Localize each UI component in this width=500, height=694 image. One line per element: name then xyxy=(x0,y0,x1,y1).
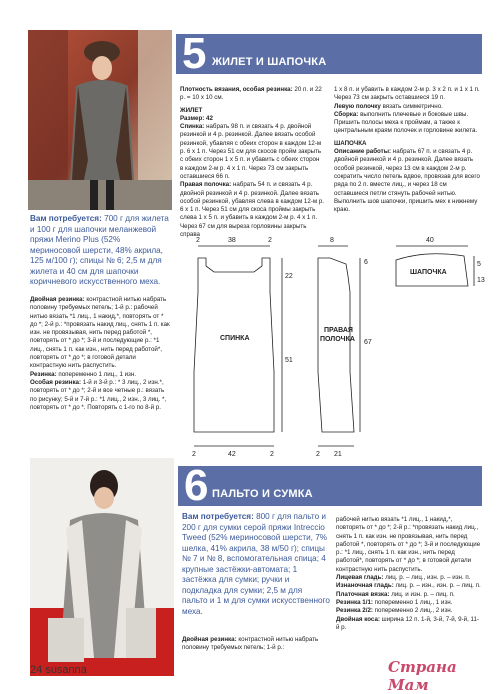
section6-title: ПАЛЬТО И СУМКА xyxy=(212,488,313,500)
back-outline xyxy=(194,258,274,432)
front-top-2: 6 xyxy=(364,259,368,266)
para-text: рабочей нитью вязать *1 лиц., 1 накид,*, повторять от * до *; 2-й р.: *провязать накид лиц., снять 1 п. как изн. не провязывая, нить перед работой *, повторять от * до *; 3-й и последующие р.: *1 лиц., снять 1 п. как изн., нить перед работой*, повторять от * до *; в готовой детали контрастную нить распустить. xyxy=(336,516,481,573)
hat-h2: 13 xyxy=(477,277,485,284)
page-number: 24 xyxy=(30,664,43,676)
paragraph xyxy=(336,516,482,574)
section5-materials-text: 700 г для жилета и 100 г для шапочки меланжевой пряжи Merino Plus (52% мериносовой шерсти, 48% акрила, 125 м/100 г); спицы № 6; 2,5 м для жилета и 40 см для шапочки коричневого искусственного меха. xyxy=(30,214,169,286)
pattern-diagram xyxy=(178,232,484,458)
para-label: Резинка: xyxy=(30,370,57,378)
paragraph xyxy=(336,607,482,615)
para-label: ЖИЛЕТ xyxy=(180,106,203,114)
para-text: набрать 54 п. и связать 4 р. двойной резинкой и 4 р. резинкой. Далее вязать особой резинкой, убавляя слева в каждом 12-м р. 6 х 1 п. Через 51 см для скоса проймы закрыть слева 1 х 5 п. и убавить в каждом 2-м р. 4 х 1 п. Через 67 см для выреза горловины закрыть справа xyxy=(180,181,325,239)
para-text: попеременно 2 лиц., 2 изн. xyxy=(372,607,453,615)
para-label: ШАПОЧКА xyxy=(334,139,367,147)
paragraph xyxy=(30,371,172,379)
front-outline xyxy=(318,258,354,432)
section5-right-column xyxy=(334,86,480,214)
para-label: Описание работы: xyxy=(334,148,392,156)
para-text: набрать 98 п. и связать 4 р. двойной резинкой и 4 р. резинкой. Далее вязать особой резинкой, убавляя с обеих сторон в каждом 12-м р. 6 х 1 п. Через 51 см для скосов пройм закрыть с обеих сторон 1 х 5 п. и убавить с обеих сторон в каждом 2-м р. 4 х 1 п. Через 73 см закрыть оставшиеся 66 п. xyxy=(180,123,322,180)
paragraph xyxy=(336,574,482,582)
back-bot-left: 2 xyxy=(192,451,196,458)
back-bot-mid: 42 xyxy=(228,451,236,458)
hat-h1: 5 xyxy=(477,261,481,268)
paragraph xyxy=(334,148,480,214)
para-text: контрастной нитью набрать половину требуемых петель; 1-й р.: рабочей нитью вязать *1 лиц., 1 накид,*, повторять от * до *; 2-й р.: *провязать накид лиц., снять 1 п. как изн. не провязывая, нить перед работой *, повторять от * до *; 3-й и последующие р.: *1 лиц., снять 1 п. как изн., нить перед работой*, повторять от * до *; в готовой детали контрастную нить распустить. xyxy=(30,296,170,370)
paragraph xyxy=(180,181,324,239)
magazine-name: susanna xyxy=(45,664,87,676)
paragraph xyxy=(336,591,482,599)
section5-title: ЖИЛЕТ И ШАПОЧКА xyxy=(212,56,327,68)
para-label: Спинка: xyxy=(180,123,205,131)
section6-materials-lead: Вам потребуется: xyxy=(182,512,254,521)
back-top-mid: 38 xyxy=(228,237,236,244)
section5-left-column xyxy=(30,296,172,412)
para-label: Правая полочка: xyxy=(180,181,232,189)
front-h: 67 xyxy=(364,339,372,346)
section6-number: 6 xyxy=(184,461,209,510)
para-label: Платочная вязка: xyxy=(336,590,390,598)
para-label: Левую полочку xyxy=(334,102,381,110)
paragraph xyxy=(334,86,480,103)
para-label: Двойная коса: xyxy=(336,615,380,623)
paragraph xyxy=(180,86,324,103)
section5-middle-column xyxy=(180,86,324,239)
section6-materials-text: 800 г для пальто и 200 г для сумки серой пряжи Intreccio Tweed (52% мериносовой шерсти, 7% шелка, 41% акрила, 38 м/50 г); спицы № 7 и № 8, вспомогательная спица; 4 крупные застёжки-автомата; 1 застёжка для сумки; ручки и подкладка для сумки; 2,5 м для пальто и 1 м для сумки искусственного меха. xyxy=(182,512,330,616)
paragraph xyxy=(180,123,324,181)
para-label: Размер: 42 xyxy=(180,114,213,122)
paragraph xyxy=(336,582,482,590)
hat-w: 40 xyxy=(426,237,434,244)
section6-right-column xyxy=(336,516,482,632)
back-top-right: 2 xyxy=(268,237,272,244)
paragraph xyxy=(336,599,482,607)
back-top-left: 2 xyxy=(196,237,200,244)
paragraph xyxy=(180,115,324,123)
para-text: лиц. р. – изн., изн. р. – лиц. п. xyxy=(393,582,481,590)
para-text: ширина 12 п. 1-й, 3-й, 7-й, 9-й, 11-й р. xyxy=(336,615,480,631)
section6-materials xyxy=(182,512,330,617)
section5-header-band xyxy=(176,29,482,78)
para-label: Особая резинка: xyxy=(30,378,82,386)
para-label: Резинка 1/1: xyxy=(336,598,373,606)
para-text: 20 п. и 22 р. = 10 х 10 см. xyxy=(180,86,322,102)
para-text: попеременно 1 лиц., 1 изн. xyxy=(56,370,137,378)
section5-materials-lead: Вам потребуется: xyxy=(30,214,102,223)
watermark-logo: Страна Мам xyxy=(388,658,457,694)
section6-left-column xyxy=(182,636,328,653)
section6-header-band xyxy=(178,461,482,510)
paragraph xyxy=(334,111,480,136)
para-text: контрастной нитью набрать половину требуемых петель; 1-й р.: xyxy=(182,636,319,652)
para-label: Лицевая гладь: xyxy=(336,574,384,582)
front-bot-1: 2 xyxy=(316,451,320,458)
paragraph xyxy=(30,296,172,371)
paragraph xyxy=(334,103,480,111)
para-label: Резинка 2/2: xyxy=(336,607,373,615)
back-bot-right: 2 xyxy=(270,451,274,458)
paragraph xyxy=(336,616,482,633)
page-footer xyxy=(30,664,87,676)
hat-label: ШАПОЧКА xyxy=(410,269,447,276)
coat-bag-photo xyxy=(30,458,174,676)
back-label: СПИНКА xyxy=(220,335,250,342)
para-label: Двойная резинка: xyxy=(30,296,85,303)
front-label-2: ПОЛОЧКА xyxy=(320,336,355,343)
paragraph xyxy=(182,636,328,653)
back-h1: 22 xyxy=(285,273,293,280)
para-label: Плотность вязания, особая резинка: xyxy=(180,86,293,93)
para-text: лиц. р. – лиц., изн. р. – изн. п. xyxy=(383,574,471,582)
front-label-1: ПРАВАЯ xyxy=(324,327,353,334)
front-top-1: 8 xyxy=(330,237,334,244)
para-text: набрать 67 п. и связать 4 р. двойной резинкой и 4 р. резинкой. Далее вязать особой резинкой, через 13 см в каждом 2-м р. сократить число петель вдвое, провязав для всего ряда по 2 п. вместе лиц., и через 18 см оставшиеся петли стянуть рабочей нитью. Выполнить шов шапочки, пришить мех к нижнему краю. xyxy=(334,148,480,214)
para-text: 1 х 8 п. и убавить в каждом 2-м р. 3 х 2 п. и 1 х 1 п. Через 73 см закрыть оставшиеся 19 п. xyxy=(334,86,480,102)
section5-materials xyxy=(30,214,172,288)
para-text: лиц. и изн. р. – лиц. п. xyxy=(389,590,455,598)
para-text: попеременно 1 лиц., 1 изн. xyxy=(372,598,453,606)
para-label: Двойная резинка: xyxy=(182,636,237,643)
section5-number: 5 xyxy=(182,29,207,78)
vest-hat-photo xyxy=(28,30,172,210)
paragraph xyxy=(334,140,480,148)
para-text: 1-й и 3-й р.: * 3 лиц., 2 изн.*, повторять от * до *; 2-й и все четные р.: вязать по рисунку; 5-й и 7-й р.: *1 лиц., 2 изн., 3 лиц. *, повторять от * до *. Повторять с 1-го по 8-й р. xyxy=(30,378,167,411)
para-label: Сборка: xyxy=(334,110,359,118)
paragraph xyxy=(180,107,324,115)
paragraph xyxy=(30,379,172,412)
back-h2: 51 xyxy=(285,357,293,364)
para-text: вязать симметрично. xyxy=(380,102,443,110)
para-label: Изнаночная гладь: xyxy=(336,582,394,590)
front-bot-2: 21 xyxy=(334,451,342,458)
para-text: выполнить плечевые и боковые швы. Пришить полосы меха к проймам, а также к центральным краям полочек и горловине жилета. xyxy=(334,110,478,135)
